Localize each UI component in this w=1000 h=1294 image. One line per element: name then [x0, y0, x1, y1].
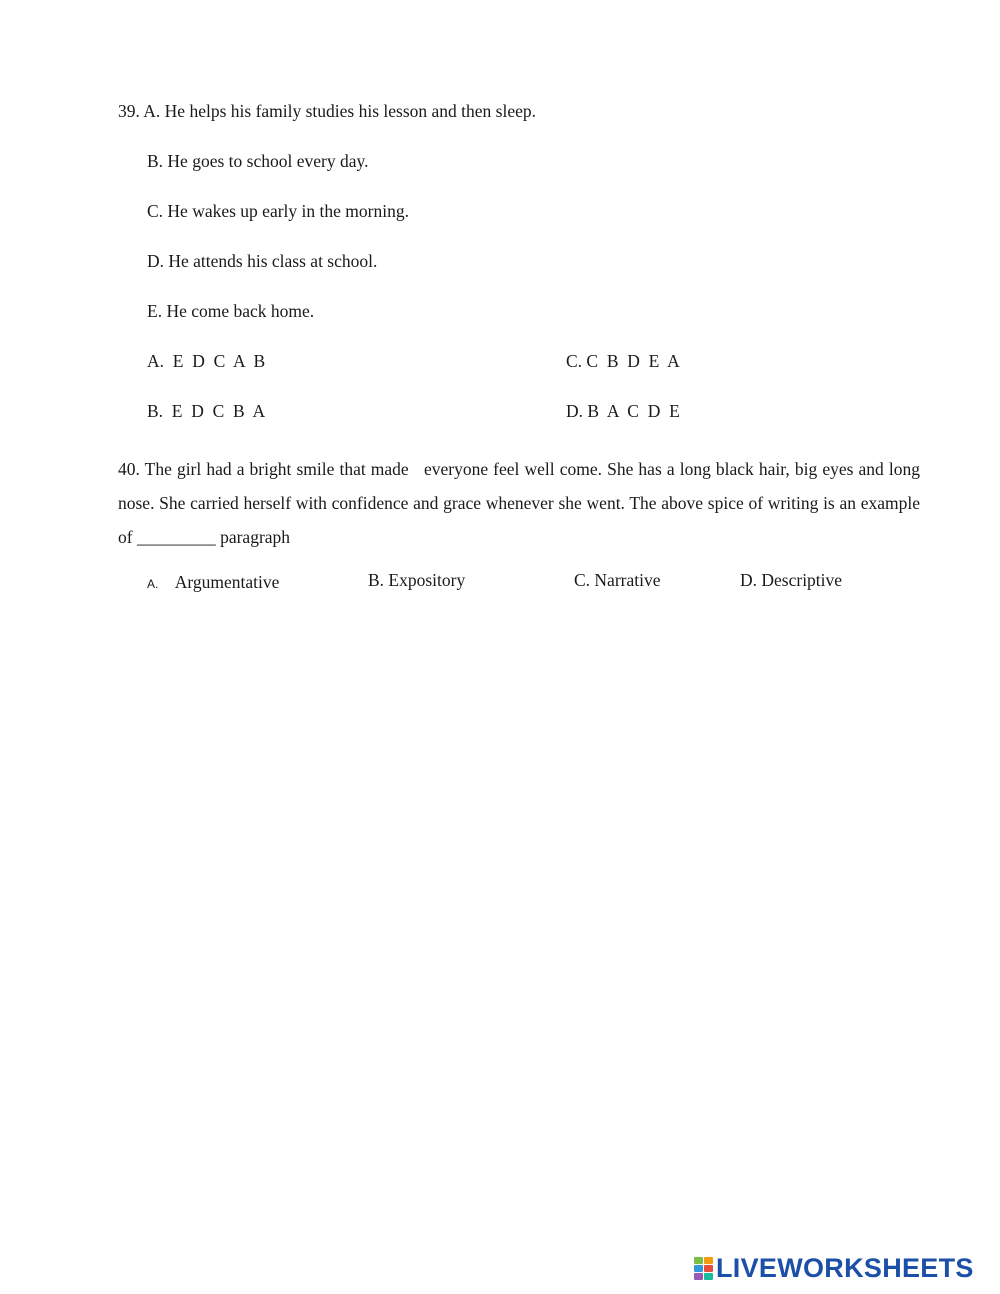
- q39-option-a[interactable]: A. E D C A B: [147, 351, 266, 371]
- logo-text: LIVEWORKSHEETS: [716, 1252, 974, 1283]
- question-39-stem: 39. A. He helps his family studies his lesson and then sleep.: [118, 101, 537, 121]
- q40-option-a[interactable]: [147, 574, 279, 592]
- q40-option-d[interactable]: D. Descriptive: [740, 570, 843, 590]
- q40-option-b[interactable]: B. Expository: [368, 570, 466, 590]
- q40-option-c[interactable]: C. Narrative: [574, 570, 661, 590]
- q39-option-c[interactable]: C. C B D E A: [566, 351, 680, 371]
- q39-option-b[interactable]: B. E D C B A: [147, 401, 266, 421]
- logo-grid-icon: [694, 1255, 714, 1281]
- statement-d: D. He attends his class at school.: [147, 251, 378, 271]
- q40-option-a-text: Argumentative: [174, 572, 280, 592]
- q40-option-a-label: A.: [147, 577, 159, 591]
- statement-c: C. He wakes up early in the morning.: [147, 201, 409, 221]
- statement-e: E. He come back home.: [147, 301, 315, 321]
- liveworksheets-logo[interactable]: [694, 1253, 974, 1283]
- question-40-text: 40. The girl had a bright smile that made everyone feel well come. She has a long black hair, big eyes and long nose. She carried herself with confidence and grace whenever she went. The above spice of writing is an example of _________ paragraph: [118, 459, 925, 547]
- q39-option-d[interactable]: D. B A C D E: [566, 401, 680, 421]
- statement-b: B. He goes to school every day.: [147, 151, 369, 171]
